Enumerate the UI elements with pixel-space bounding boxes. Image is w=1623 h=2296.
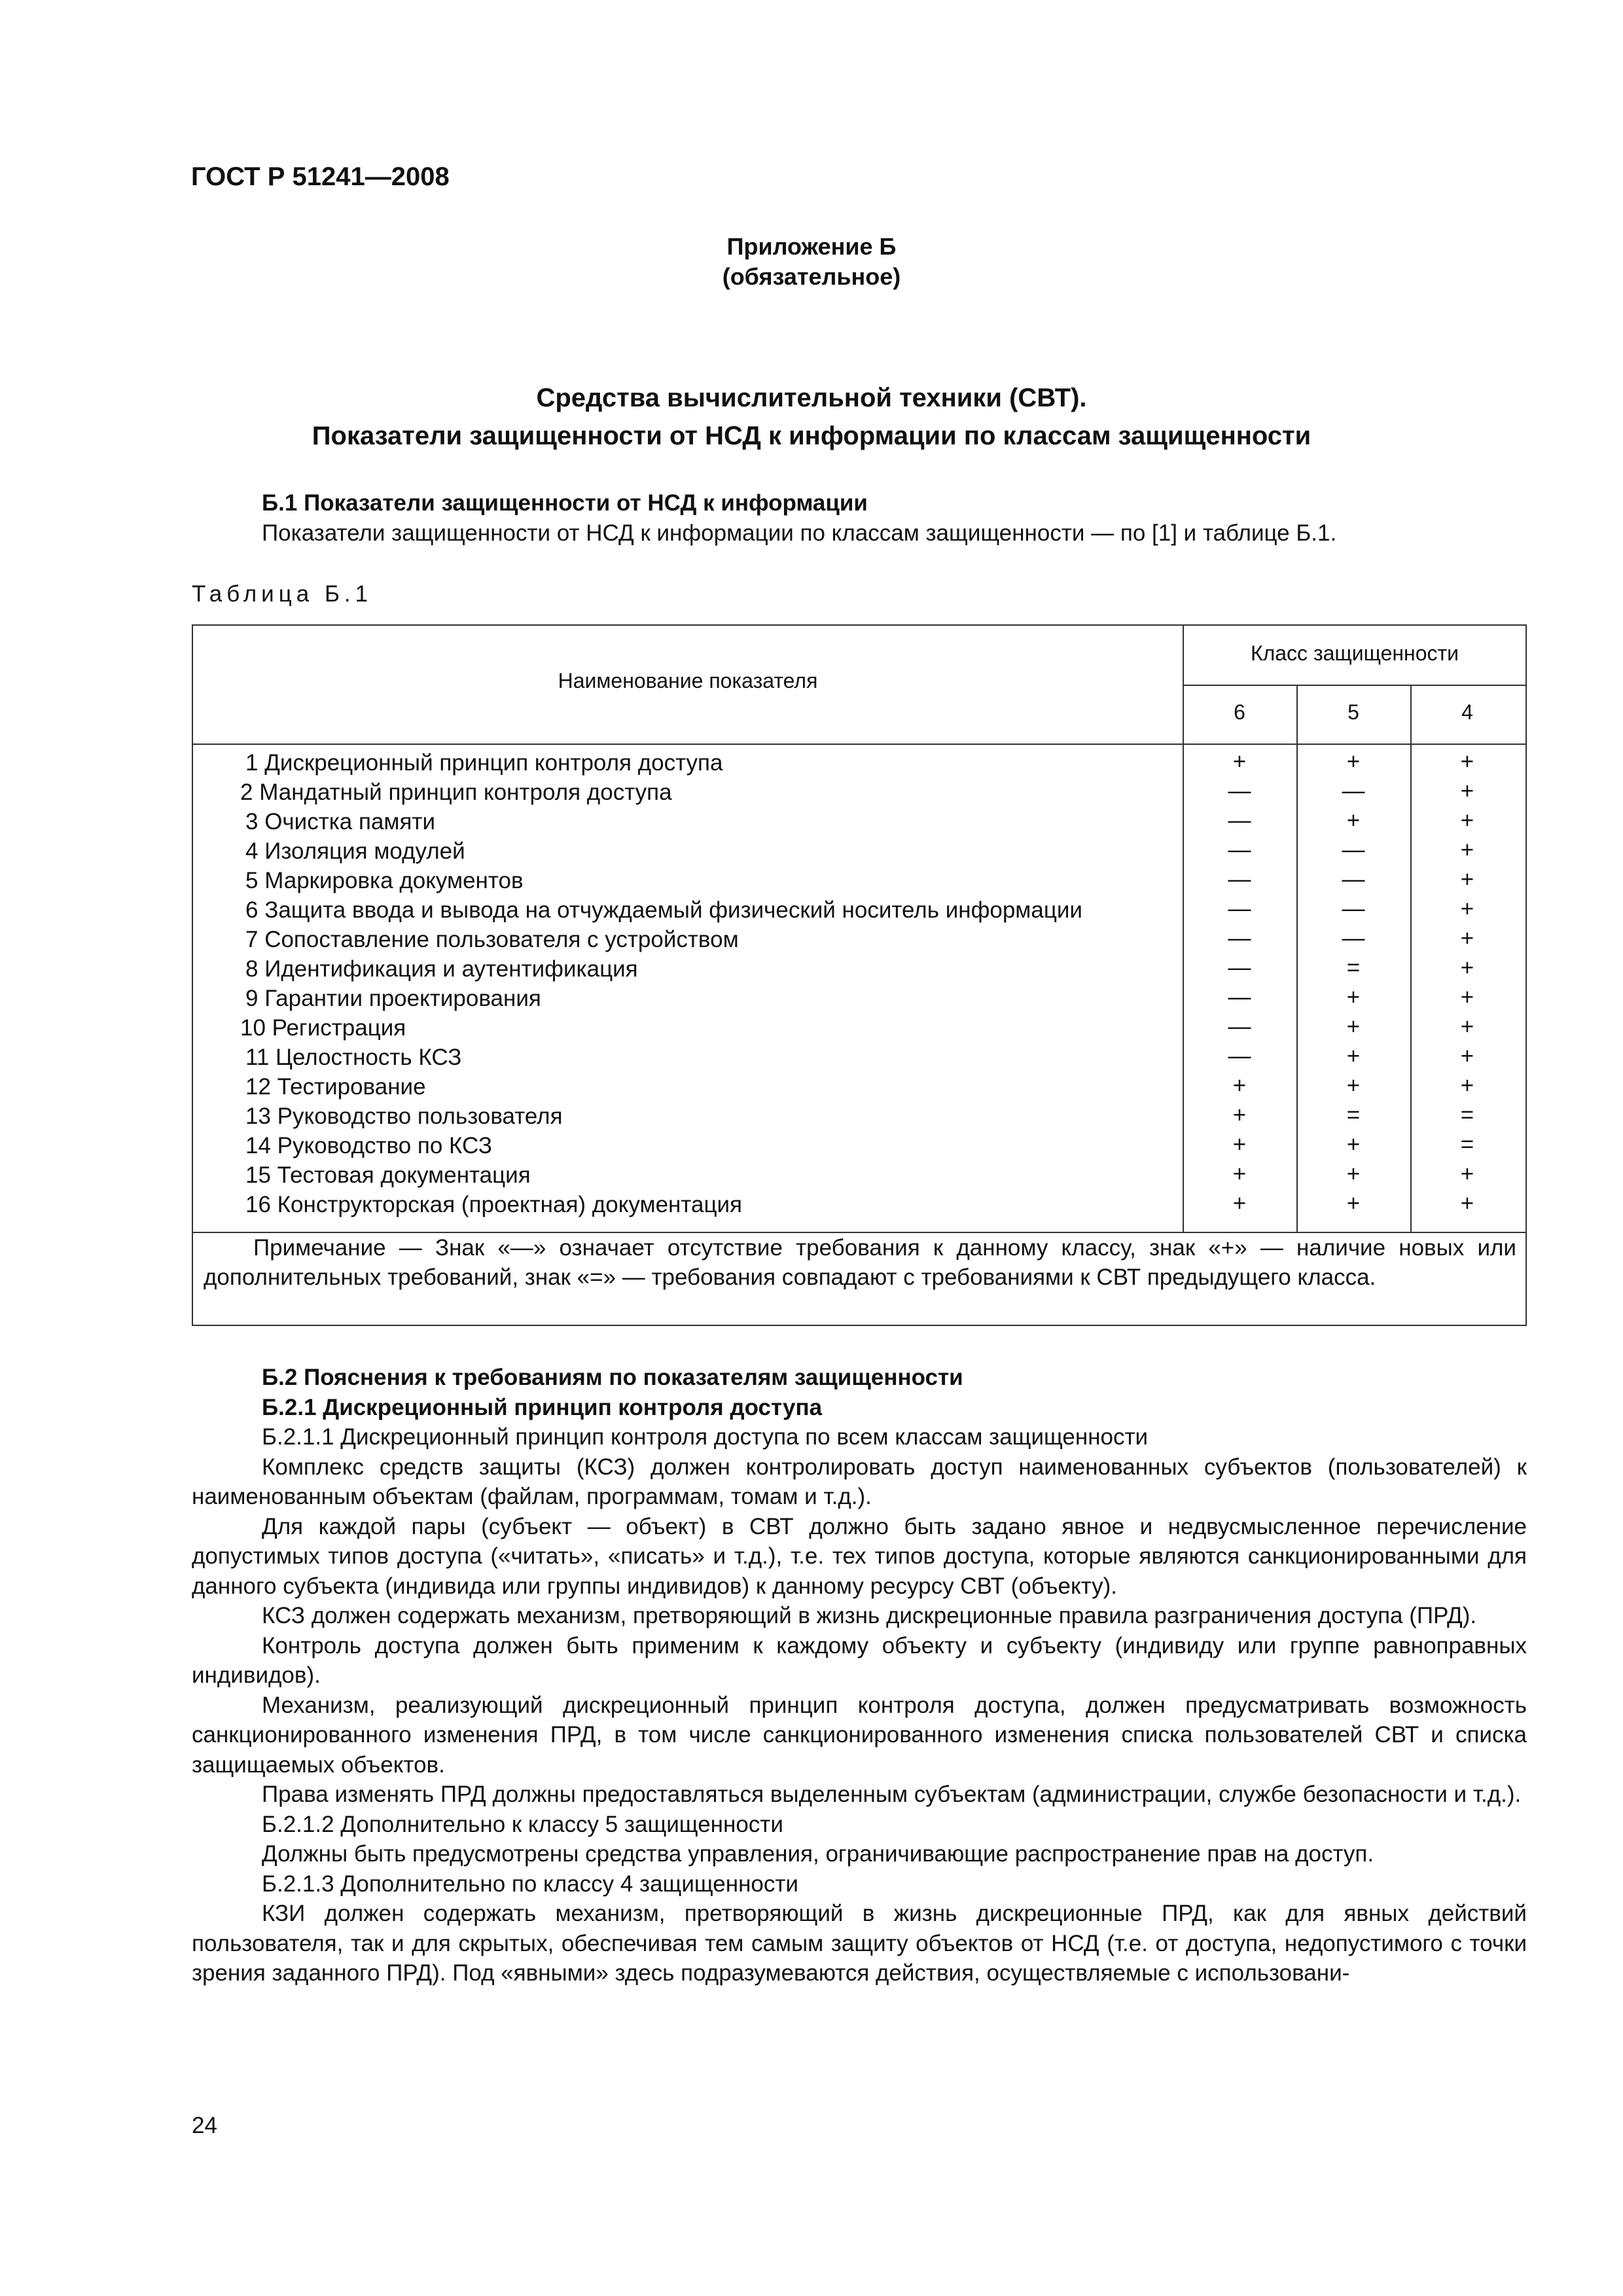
section-b2 — [192, 1363, 1527, 1988]
row-class-6: — — [1228, 778, 1251, 804]
table-row — [193, 867, 1528, 896]
table-row — [193, 1132, 1528, 1161]
table-row — [193, 896, 1528, 925]
row-class-5: — — [1342, 896, 1365, 922]
row-name: 9 Гарантии проектирования — [245, 986, 541, 1011]
section-b1-text: Показатели защищенности от НСД к информации по классам защищенности — по [1] и таблице Б.1. — [262, 520, 1337, 546]
row-class-5: — — [1342, 837, 1365, 863]
row-class-5: + — [1346, 1161, 1361, 1187]
row-class-4: + — [1460, 837, 1474, 863]
paragraph: Для каждой пары (субъект — объект) в СВТ должно быть задано явное и недвусмысленное перечисление допустимых типов доступа («читать», «писать» и т.д.), т.е. тех типов доступа, которые являются санкционированными для данного субъекта (индивида или группы индивидов) к данному ресурсу СВТ (объекту). — [192, 1513, 1527, 1599]
table-row — [193, 1102, 1528, 1132]
paragraph: Контроль доступа должен быть применим к каждому объекту и субъекту (индивиду или группе равноправных индивидов). — [192, 1632, 1527, 1688]
row-class-6: — — [1228, 1014, 1251, 1039]
row-class-6: — — [1228, 1043, 1251, 1069]
row-class-6: — — [1228, 955, 1251, 980]
table-note-text: Примечание — Знак «—» означает отсутствие требования к данному классу, знак «+» — наличие новых или дополнительных требований, знак «=» — требования совпадают с требованиями к СВТ предыдущего класса. — [204, 1235, 1516, 1290]
row-name: 7 Сопоставление пользователя с устройством — [245, 927, 739, 952]
row-class-6: + — [1232, 1161, 1247, 1187]
appendix-title: Приложение Б — [726, 233, 897, 260]
row-class-5: = — [1346, 1102, 1361, 1128]
row-class-5: + — [1346, 1073, 1361, 1098]
row-class-6: — — [1228, 837, 1251, 863]
table-note — [204, 1233, 1516, 1292]
row-class-4: + — [1460, 925, 1474, 951]
section-b1-heading: Б.1 Показатели защищенности от НСД к информации — [262, 490, 868, 516]
row-class-6: — — [1228, 925, 1251, 951]
document-title-line1: Средства вычислительной техники (СВТ). — [536, 384, 1087, 412]
header-protection-class: Класс защищенности — [1250, 641, 1459, 665]
table-row — [193, 749, 1528, 778]
row-class-6: — — [1228, 896, 1251, 922]
table-row — [193, 808, 1528, 837]
row-class-4: + — [1460, 778, 1474, 804]
paragraph: Должны быть предусмотрены средства управления, ограничивающие распространение прав на доступ. — [262, 1841, 1374, 1867]
row-class-6: + — [1232, 1102, 1247, 1128]
row-class-6: — — [1228, 867, 1251, 892]
row-name: 15 Тестовая документация — [245, 1162, 531, 1188]
row-class-5: + — [1346, 1132, 1361, 1157]
row-class-5: = — [1346, 955, 1361, 980]
row-class-6: + — [1232, 749, 1247, 774]
row-class-5: + — [1346, 1014, 1361, 1039]
row-class-4: + — [1460, 1014, 1474, 1039]
row-class-4: + — [1460, 867, 1474, 892]
header-class-6: 6 — [1234, 700, 1245, 724]
row-name: 2 Мандатный принцип контроля доступа — [240, 780, 672, 805]
row-name: 10 Регистрация — [240, 1015, 406, 1041]
row-class-6: — — [1228, 984, 1251, 1010]
table-row — [193, 925, 1528, 955]
row-name: 1 Дискреционный принцип контроля доступа — [245, 750, 723, 776]
paragraph: Б.2.1.2 Дополнительно к классу 5 защищенности — [262, 1811, 783, 1837]
row-class-4: + — [1460, 1191, 1474, 1216]
row-name: 11 Целостность КСЗ — [245, 1045, 462, 1070]
table-row — [193, 984, 1528, 1014]
row-name: 14 Руководство по КСЗ — [245, 1133, 493, 1158]
standard-header: ГОСТ Р 51241—2008 — [191, 162, 450, 191]
table-row — [193, 1191, 1528, 1220]
table-row — [193, 1014, 1528, 1043]
row-class-5: — — [1342, 925, 1365, 951]
row-class-5: + — [1346, 808, 1361, 833]
row-class-4: + — [1460, 749, 1474, 774]
appendix-status: (обязательное) — [722, 263, 901, 290]
row-name: 3 Очистка памяти — [245, 809, 436, 834]
protection-classes-table — [192, 624, 1527, 1326]
row-class-5: — — [1342, 867, 1365, 892]
row-class-6: + — [1232, 1073, 1247, 1098]
row-class-5: + — [1346, 984, 1361, 1010]
row-class-5: + — [1346, 749, 1361, 774]
row-name: 8 Идентификация и аутентификация — [245, 956, 638, 982]
paragraph: КСЗ должен содержать механизм, претворяющий в жизнь дискреционные правила разграничения доступа (ПРД). — [262, 1603, 1477, 1628]
document-title-line2: Показатели защищенности от НСД к информации по классам защищенности — [312, 422, 1311, 450]
header-class-4: 4 — [1461, 700, 1473, 724]
paragraph: Права изменять ПРД должны предоставляться выделенным субъектам (администрации, службе безопасности и т.д.). — [262, 1782, 1522, 1807]
row-class-4: + — [1460, 955, 1474, 980]
header-indicator-name: Наименование показателя — [558, 669, 818, 692]
paragraph: КЗИ должен содержать механизм, претворяющий в жизнь дискреционные ПРД, как для явных действий пользователя, так и для скрытых, обеспечивая тем самым защиту объектов от НСД (т.е. от доступа, недопустимого с точки зрения заданного ПРД). Под «явными» здесь подразумеваются действия, осуществляемые с использовани- — [192, 1901, 1527, 1986]
paragraph: Механизм, реализующий дискреционный принцип контроля доступа, должен предусматривать возможность санкционированного изменения ПРД, в том числе санкционированного изменения списка пользователей СВТ и списка защищаемых объектов. — [192, 1692, 1527, 1778]
row-class-4: = — [1460, 1132, 1474, 1157]
section-b21-heading: Б.2.1 Дискреционный принцип контроля доступа — [262, 1394, 823, 1420]
row-class-6: + — [1232, 1132, 1247, 1157]
table-row — [193, 955, 1528, 984]
row-class-4: + — [1460, 1161, 1474, 1187]
section-b2-heading: Б.2 Пояснения к требованиям по показателям защищенности — [262, 1365, 963, 1390]
table-row — [193, 837, 1528, 867]
paragraph: Б.2.1.3 Дополнительно по классу 4 защищенности — [262, 1871, 798, 1897]
paragraph: Комплекс средств защиты (КСЗ) должен контролировать доступ наименованных субъектов (пользователей) к наименованным объектам (файлам, программам, томам и т.д.). — [192, 1454, 1527, 1509]
row-class-4: + — [1460, 984, 1474, 1010]
row-name: 5 Маркировка документов — [245, 868, 524, 893]
page-number: 24 — [192, 2113, 217, 2138]
row-class-5: — — [1342, 778, 1365, 804]
row-class-4: + — [1460, 896, 1474, 922]
table-caption: Таблица Б.1 — [192, 581, 373, 607]
table-row — [193, 1073, 1528, 1102]
row-name: 16 Конструкторская (проектная) документация — [245, 1192, 743, 1217]
table-row — [193, 1043, 1528, 1073]
row-class-4: + — [1460, 808, 1474, 833]
table-row — [193, 778, 1528, 808]
row-class-5: + — [1346, 1191, 1361, 1216]
row-name: 13 Руководство пользователя — [245, 1103, 563, 1129]
row-name: 6 Защита ввода и вывода на отчуждаемый физический носитель информации — [245, 897, 1082, 923]
header-class-5: 5 — [1347, 700, 1359, 724]
row-class-6: — — [1228, 808, 1251, 833]
row-class-5: + — [1346, 1043, 1361, 1069]
row-class-4: + — [1460, 1043, 1474, 1069]
row-name: 12 Тестирование — [245, 1074, 426, 1100]
row-class-4: + — [1460, 1073, 1474, 1098]
row-class-4: = — [1460, 1102, 1474, 1128]
table-row — [193, 1161, 1528, 1191]
row-name: 4 Изоляция модулей — [245, 838, 465, 864]
row-class-6: + — [1232, 1191, 1247, 1216]
paragraph: Б.2.1.1 Дискреционный принцип контроля доступа по всем классам защищенности — [262, 1424, 1149, 1450]
